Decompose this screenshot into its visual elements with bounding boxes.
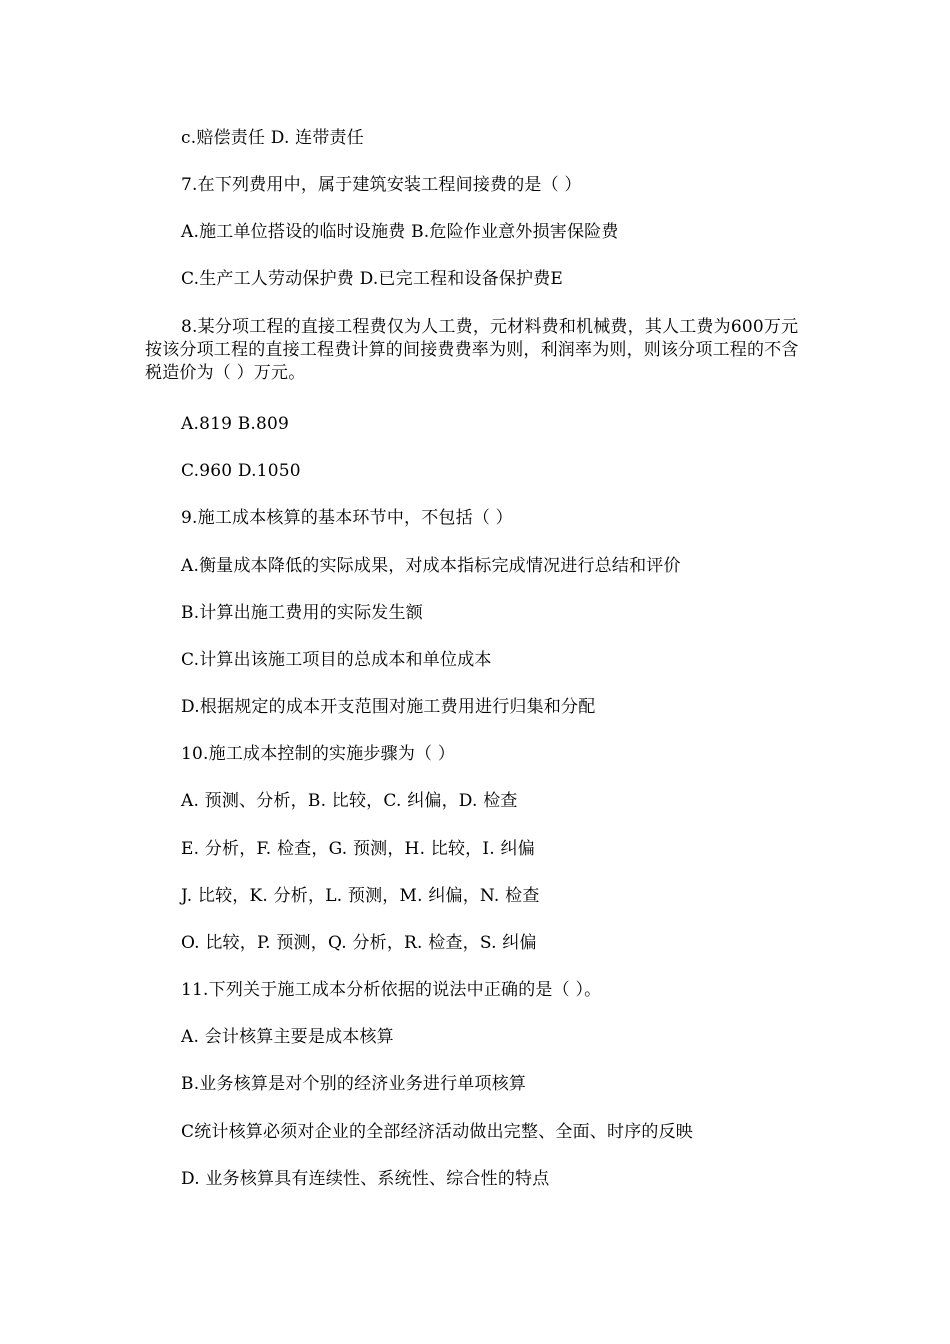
question-8-options-cd: C.960 D.1050	[181, 461, 301, 481]
question-9: 9.施工成本核算的基本环节中，不包括（ ）	[181, 508, 513, 528]
text-line: c.赔偿责任 D. 连带责任	[181, 128, 364, 148]
question-8: 8.某分项工程的直接工程费仅为人工费，元材料费和机械费，其人工费为600万元按该分项工程的直接工程费计算的间接费费率为则，利润率为则，则该分项工程的不含税造价为（ ）万元。	[145, 317, 799, 383]
question-10-option-j: J. 比较，K. 分析，L. 预测，M. 纠偏，N. 检查	[181, 886, 540, 906]
question-11-option-b: B.业务核算是对个别的经济业务进行单项核算	[181, 1074, 527, 1094]
question-10-option-e: E. 分析，F. 检查，G. 预测，H. 比较，I. 纠偏	[181, 839, 535, 859]
question-7-options-cd: C.生产工人劳动保护费 D.已完工程和设备保护费E	[181, 269, 564, 289]
question-11-option-a: A. 会计核算主要是成本核算	[181, 1027, 394, 1047]
question-10: 10.施工成本控制的实施步骤为（ ）	[181, 744, 456, 764]
question-7: 7.在下列费用中，属于建筑安装工程间接费的是（ ）	[181, 175, 582, 195]
question-9-option-d: D.根据规定的成本开支范围对施工费用进行归集和分配	[181, 697, 596, 717]
question-11: 11.下列关于施工成本分析依据的说法中正确的是（ ）。	[181, 980, 602, 1000]
question-11-option-c: C统计核算必须对企业的全部经济活动做出完整、全面、时序的反映	[181, 1122, 694, 1142]
question-9-option-a: A.衡量成本降低的实际成果，对成本指标完成情况进行总结和评价	[181, 556, 681, 576]
question-10-option-a: A. 预测、分析，B. 比较，C. 纠偏，D. 检查	[181, 791, 518, 811]
question-11-option-d: D. 业务核算具有连续性、系统性、综合性的特点	[181, 1169, 550, 1189]
question-9-option-c: C.计算出该施工项目的总成本和单位成本	[181, 650, 492, 670]
question-7-options-ab: A.施工单位搭设的临时设施费 B.危险作业意外损害保险费	[181, 222, 619, 242]
question-8-options-ab: A.819 B.809	[181, 414, 290, 434]
question-10-option-o: O. 比较，P. 预测，Q. 分析，R. 检查，S. 纠偏	[181, 933, 537, 953]
question-9-option-b: B.计算出施工费用的实际发生额	[181, 603, 423, 623]
